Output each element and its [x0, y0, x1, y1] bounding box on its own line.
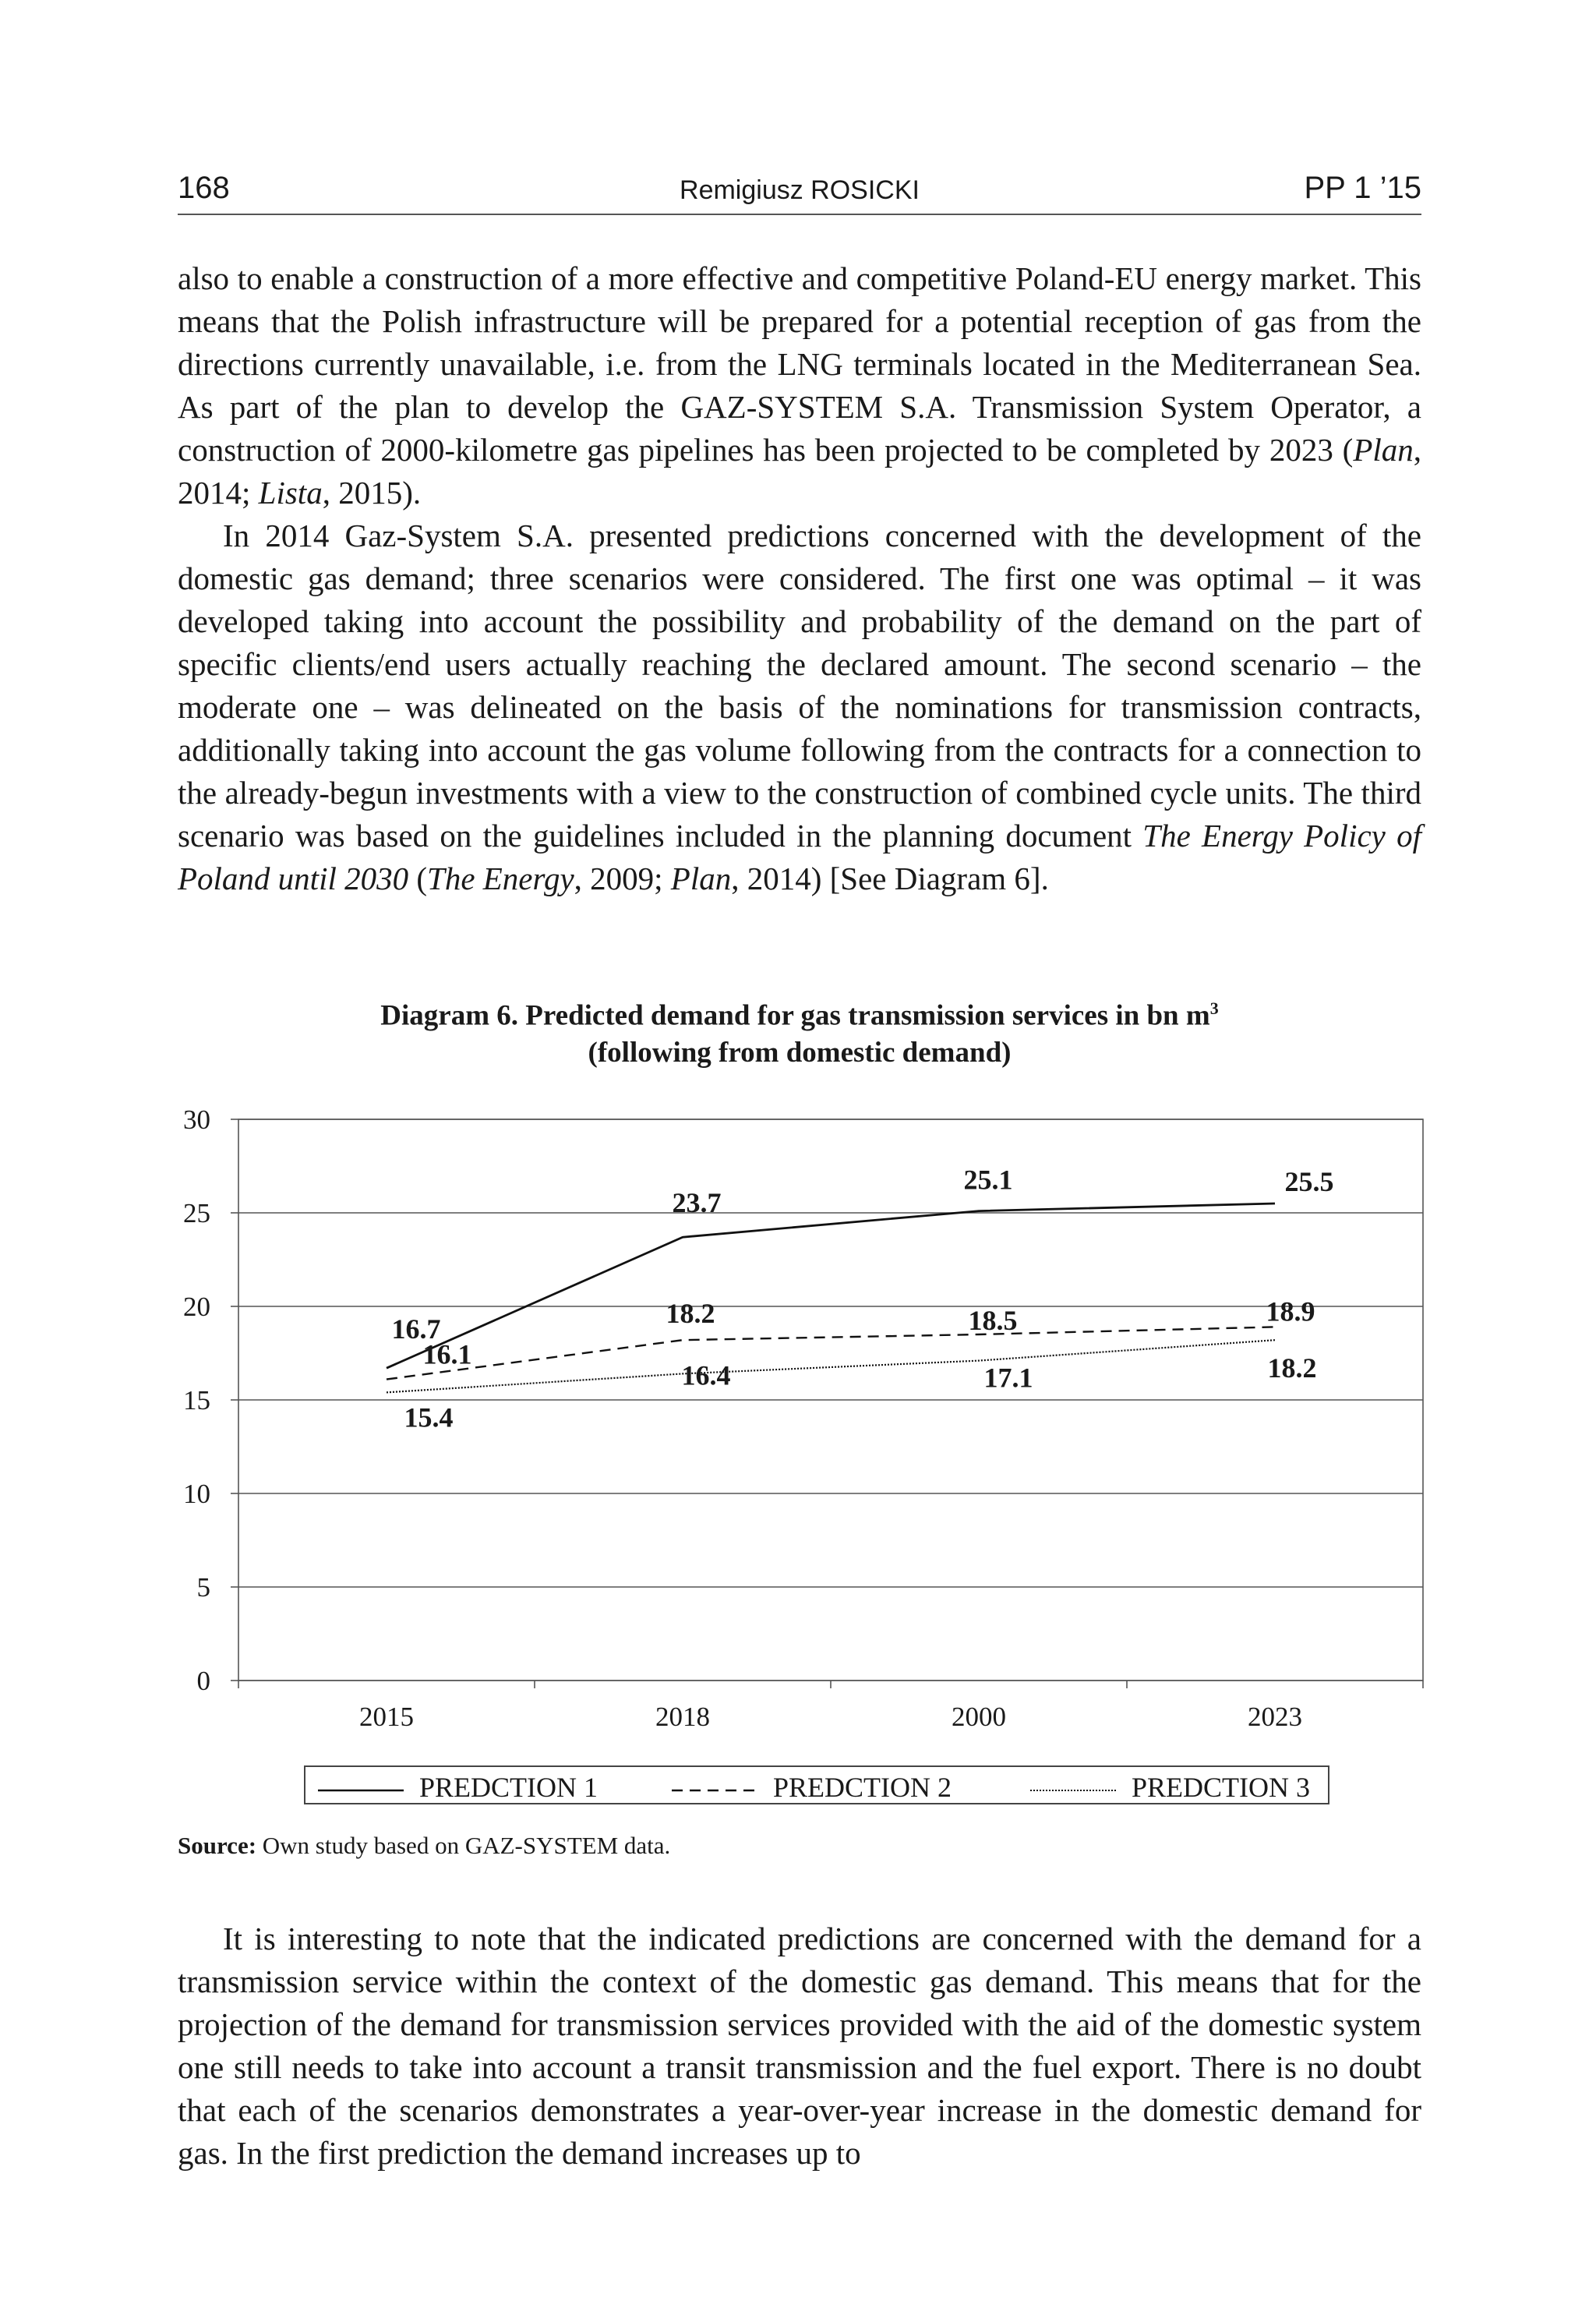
data-label-prediction-1: 23.7	[672, 1187, 722, 1219]
data-label-prediction-1: 16.7	[391, 1313, 441, 1345]
data-label-prediction-3: 18.2	[1267, 1352, 1317, 1384]
figure-caption: Diagram 6. Predicted demand for gas transmission services in bn $m^3$ (following from domestic demand)	[380, 998, 1219, 1069]
y-tick-label: 25	[183, 1198, 210, 1228]
legend-item-prediction-3: PREDCTION 3	[1030, 1772, 1310, 1803]
data-label-prediction-2: 18.9	[1266, 1295, 1315, 1327]
data-label-prediction-2: 18.2	[666, 1298, 715, 1330]
legend-swatch-solid	[318, 1788, 404, 1793]
y-tick-label: 0	[196, 1666, 210, 1696]
y-tick-label: 15	[183, 1385, 210, 1416]
y-tick-label: 20	[183, 1292, 210, 1322]
paragraph-2: In 2014 Gaz-System S.A. presented predictions concerned with the development of the domestic gas demand; three scenarios were considered. The first one was optimal – it was developed taking into account the possibility and probability of the demand on the part of specific clients/end users actually reaching the declared amount. The second scenario – the moderate one – was delineated on the basis of the nominations for transmission contracts, additionally taking into account the gas volume following from the contracts for a connection to the already-begun investments with a view to the construction of combined cycle units. The third scenario was based on the guidelines included in the planning document The Energy Policy of Poland until 2030 (The Energy, 2009; Plan, 2014) [See Diagram 6].	[178, 518, 1421, 896]
text-block-top	[178, 257, 1421, 900]
page-number: 168	[178, 171, 230, 205]
series-line-prediction-1	[387, 1203, 1275, 1368]
data-label-prediction-2: 16.1	[422, 1338, 472, 1370]
legend-item-prediction-2: PREDCTION 2	[672, 1772, 952, 1803]
chart-legend	[304, 1765, 1329, 1804]
legend-swatch-dotted	[1030, 1788, 1116, 1793]
x-tick-label: 2018	[655, 1702, 710, 1732]
data-label-prediction-2: 18.5	[968, 1305, 1018, 1336]
paragraph-3: It is interesting to note that the indicated predictions are concerned with the demand for a transmission service within the context of the domestic gas demand. This means that for the projection of the demand for transmission services provided with the aid of the domestic system one still needs to take into account a transit transmission and the fuel export. There is no doubt that each of the scenarios demonstrates a year-over-year increase in the domestic demand for gas. In the first prediction the demand increases up to	[178, 1921, 1421, 2171]
series-line-prediction-2	[387, 1327, 1275, 1379]
page-header	[178, 165, 1421, 215]
y-tick-label: 30	[183, 1104, 210, 1135]
series-line-prediction-3	[387, 1340, 1275, 1392]
running-head-author: Remigiusz ROSICKI	[680, 175, 920, 205]
data-label-prediction-3: 16.4	[681, 1359, 731, 1391]
x-tick-label: 2015	[359, 1702, 414, 1732]
legend-swatch-dashed	[672, 1788, 757, 1793]
line-chart	[156, 1091, 1434, 1738]
data-label-prediction-3: 17.1	[983, 1362, 1033, 1394]
y-tick-label: 10	[183, 1479, 210, 1509]
legend-item-prediction-1: PREDCTION 1	[318, 1772, 598, 1803]
data-label-prediction-3: 15.4	[404, 1401, 454, 1433]
data-label-prediction-1: 25.5	[1284, 1166, 1334, 1197]
text-block-bottom	[178, 1917, 1421, 2175]
journal-issue: PP 1 ’15	[1304, 171, 1421, 205]
data-label-prediction-1: 25.1	[963, 1164, 1013, 1196]
x-tick-label: 2000	[952, 1702, 1006, 1732]
figure-source: Source: Own study based on GAZ-SYSTEM data.	[178, 1832, 671, 1859]
y-tick-label: 5	[196, 1572, 210, 1603]
x-tick-label: 2023	[1248, 1702, 1302, 1732]
paragraph-1: also to enable a construction of a more effective and competitive Poland-EU energy market. This means that the Polish infrastructure will be prepared for a potential reception of gas from the directions currently unavailable, i.e. from the LNG terminals located in the Mediterranean Sea. As part of the plan to develop the GAZ-SYSTEM S.A. Transmission System Operator, a construction of 2000-kilometre gas pipelines has been projected to be completed by 2023 (Plan, 2014; Lista, 2015).	[178, 260, 1421, 511]
